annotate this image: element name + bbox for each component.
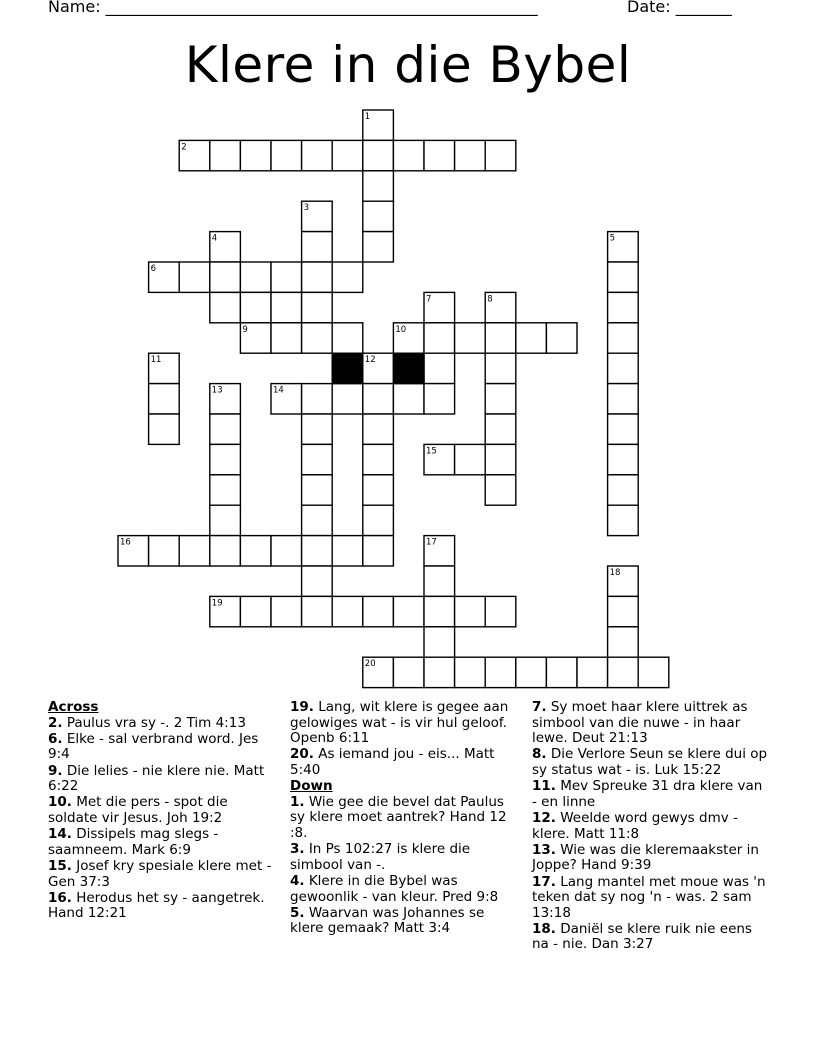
grid-cell[interactable]: [332, 140, 363, 170]
grid-cell[interactable]: [608, 505, 639, 535]
clue-number: 12: [364, 355, 376, 366]
clue-number: 6: [150, 264, 157, 274]
clue-item-number: 19.: [290, 699, 314, 715]
grid-cell[interactable]: [271, 292, 302, 322]
clue-item-text: Wie gee die bevel dat Paulus sy klere moet aantrek? Hand 12 :8.: [290, 793, 507, 841]
grid-cell[interactable]: [363, 140, 394, 170]
grid-cell[interactable]: [210, 292, 241, 322]
grid-cell[interactable]: [332, 323, 363, 353]
grid-cell[interactable]: [332, 262, 363, 292]
clue-item-text: Sy moet haar klere uittrek as simbool van die nuwe - in haar lewe. Deut 21:13: [532, 699, 748, 747]
grid-cell[interactable]: [485, 353, 516, 383]
grid-cell[interactable]: [485, 596, 516, 626]
grid-cell-black: [332, 353, 363, 383]
clue-item-text: Dissipels mag slegs - saamneem. Mark 6:9: [48, 826, 219, 858]
grid-cell[interactable]: [363, 232, 394, 262]
page-title: Klere in die Bybel: [184, 36, 632, 94]
grid-cell[interactable]: [302, 414, 333, 444]
clue-item-text: In Ps 102:27 is klere die simbool van -.: [290, 841, 471, 873]
clue-number: 16: [120, 537, 131, 548]
clue-item-text: Lang mantel met moue was 'n teken dat sy nog 'n - was. 2 sam 13:18: [532, 873, 766, 921]
grid-cell[interactable]: [179, 262, 210, 292]
clue-item-text: Lang, wit klere is gegee aan gelowiges wat - is vir hul geloof. Openb 6:11: [290, 699, 509, 747]
grid-cell[interactable]: [363, 384, 394, 414]
grid-cell[interactable]: [485, 323, 516, 353]
grid-cell[interactable]: [393, 657, 424, 687]
grid-cell[interactable]: [363, 444, 394, 474]
clue-item-number: 4.: [290, 872, 305, 889]
grid-cell[interactable]: [424, 627, 455, 657]
grid-cell[interactable]: [149, 414, 180, 444]
clue-number: 4: [211, 233, 218, 244]
clue-number: 19: [211, 598, 223, 609]
clue-item: [532, 747, 768, 778]
grid-cell[interactable]: [455, 323, 486, 353]
clue-number: 13: [211, 385, 223, 396]
section-heading-across: Across: [48, 699, 99, 715]
grid-cell[interactable]: [271, 596, 302, 626]
clues-column-2: [290, 700, 522, 937]
grid-cell[interactable]: [302, 384, 333, 414]
grid-cell[interactable]: [302, 566, 333, 596]
clue-item: [532, 779, 768, 810]
grid-cell[interactable]: [608, 353, 639, 383]
clue-item-number: 8.: [532, 746, 547, 763]
grid-cell[interactable]: [608, 657, 639, 687]
grid-cell[interactable]: [424, 353, 455, 383]
grid-cell[interactable]: [485, 140, 516, 170]
clue-item: [290, 795, 522, 842]
clue-number: 7: [426, 294, 432, 305]
clue-item-text: Die Verlore Seun se klere dui op sy status wat - is. Luk 15:22: [532, 746, 768, 778]
grid-cell[interactable]: [455, 140, 486, 170]
clue-item: [290, 747, 522, 778]
grid-cell[interactable]: [302, 323, 333, 353]
clue-item-text: Daniël se klere ruik nie eens na - nie. Dan 3:27: [532, 920, 752, 953]
grid-cell[interactable]: [302, 536, 333, 566]
clue-item: [48, 795, 280, 826]
grid-cell[interactable]: [608, 475, 639, 505]
grid-cell[interactable]: [240, 536, 271, 566]
grid-cell[interactable]: [302, 232, 333, 262]
clue-item-text: Waarvan was Johannes se klere gemaak? Matt 3:4: [290, 904, 485, 937]
clue-number: 18: [609, 568, 621, 578]
grid-cell[interactable]: [393, 140, 424, 170]
grid-cell[interactable]: [179, 536, 210, 566]
clue-item-text: Die lelies - nie klere nie. Matt 6:22: [48, 762, 265, 795]
clue-item-number: 20.: [290, 746, 314, 763]
clue-item: [48, 859, 280, 890]
clue-item: [48, 827, 280, 858]
clue-item: [290, 842, 522, 873]
clue-item-number: 11.: [532, 778, 556, 795]
grid-cell[interactable]: [424, 323, 455, 353]
grid-cell[interactable]: [608, 384, 639, 414]
clue-item-text: Wie was die kleremaakster in Joppe? Hand 9:39: [532, 841, 759, 874]
grid-cell[interactable]: [240, 140, 271, 170]
clue-item-number: 18.: [532, 920, 556, 937]
grid-cell[interactable]: [485, 657, 516, 687]
grid-cell[interactable]: [608, 262, 639, 292]
date-label: Date: _______: [627, 0, 732, 16]
clue-item: [532, 811, 768, 842]
clues-column-3: [532, 700, 768, 954]
grid-cell[interactable]: [393, 596, 424, 626]
clue-item-number: 2.: [48, 714, 63, 731]
grid-cell[interactable]: [210, 414, 241, 444]
clue-item-number: 16.: [48, 889, 72, 906]
grid-cell[interactable]: [363, 171, 394, 201]
grid-cell[interactable]: [577, 657, 608, 687]
clue-item-text: Josef kry spesiale klere met - Gen 37:3: [48, 857, 272, 890]
clue-number: 3: [303, 203, 310, 214]
grid-cell[interactable]: [240, 292, 271, 322]
clue-item: [532, 843, 768, 874]
grid-cell[interactable]: [363, 475, 394, 505]
grid-cell[interactable]: [455, 596, 486, 626]
clue-item-number: 5.: [290, 904, 305, 921]
grid-cell[interactable]: [271, 323, 302, 353]
grid-cell[interactable]: [302, 596, 333, 626]
grid-cell[interactable]: [363, 414, 394, 444]
grid-cell[interactable]: [210, 536, 241, 566]
grid-cell[interactable]: [424, 566, 455, 596]
grid-cell[interactable]: [332, 596, 363, 626]
grid-cell[interactable]: [149, 536, 180, 566]
grid-cell[interactable]: [608, 596, 639, 626]
clue-item: [532, 700, 768, 747]
clue-item-number: 14.: [48, 826, 72, 843]
grid-cell[interactable]: [363, 201, 394, 231]
grid-cell[interactable]: [210, 444, 241, 474]
clues-column-1: [48, 700, 280, 922]
clue-item-number: 17.: [532, 873, 556, 890]
clue-item-number: 13.: [532, 841, 556, 858]
grid-cell[interactable]: [210, 475, 241, 505]
clue-item: [48, 891, 280, 922]
grid-cell[interactable]: [210, 505, 241, 535]
grid-cell[interactable]: [424, 657, 455, 687]
grid-cell[interactable]: [210, 262, 241, 292]
clue-item: [290, 906, 522, 937]
section-heading-down: Down: [290, 778, 333, 795]
grid-cell[interactable]: [302, 505, 333, 535]
grid-cell[interactable]: [363, 596, 394, 626]
grid-cell[interactable]: [424, 384, 455, 414]
grid-cell[interactable]: [485, 384, 516, 414]
clue-item-text: Mev Spreuke 31 dra klere van - en linne: [532, 778, 763, 810]
grid-cell[interactable]: [608, 444, 639, 474]
grid-cell[interactable]: [485, 444, 516, 474]
grid-cell[interactable]: [608, 414, 639, 444]
grid-cell[interactable]: [608, 292, 639, 322]
clue-item-text: Met die pers - spot die soldate vir Jesus. Joh 19:2: [48, 794, 228, 826]
grid-cell[interactable]: [424, 140, 455, 170]
grid-cell[interactable]: [332, 536, 363, 566]
grid-cell[interactable]: [302, 292, 333, 322]
grid-cell[interactable]: [608, 323, 639, 353]
clue-item-number: 3.: [290, 841, 305, 858]
clue-item-number: 7.: [532, 699, 547, 715]
clue-number: 8: [487, 294, 493, 305]
grid-cell[interactable]: [455, 657, 486, 687]
name-label: Name: ______________________________________________________: [48, 0, 538, 16]
grid-cell[interactable]: [149, 384, 180, 414]
grid-cell[interactable]: [271, 262, 302, 292]
grid-cell[interactable]: [546, 323, 577, 353]
grid-cell[interactable]: [424, 596, 455, 626]
grid-cell-black: [393, 353, 424, 383]
clue-item: [290, 874, 522, 905]
grid-cell[interactable]: [240, 262, 271, 292]
clue-item-text: Elke - sal verbrand word. Jes 9:4: [48, 730, 259, 763]
clue-number: 14: [273, 385, 284, 396]
grid-cell[interactable]: [332, 384, 363, 414]
grid-cell[interactable]: [638, 657, 669, 687]
grid-cell[interactable]: [302, 444, 333, 474]
clue-number: 5: [609, 233, 616, 244]
grid-cell[interactable]: [546, 657, 577, 687]
clue-item: [48, 732, 280, 763]
clue-item-text: Paulus vra sy -. 2 Tim 4:13: [62, 714, 246, 731]
grid-cell[interactable]: [271, 536, 302, 566]
clue-number: 2: [181, 142, 187, 153]
clue-number: 20: [364, 659, 376, 670]
grid-cell[interactable]: [455, 444, 486, 474]
clue-item-number: 6.: [48, 730, 63, 747]
clue-item-number: 1.: [290, 793, 305, 810]
grid-cell[interactable]: [608, 627, 639, 657]
grid-cell[interactable]: [302, 262, 333, 292]
clue-item: [48, 764, 280, 795]
clue-item-text: As iemand jou - eis... Matt 5:40: [290, 746, 495, 778]
grid-cell[interactable]: [485, 414, 516, 444]
grid-cell[interactable]: [271, 140, 302, 170]
clue-number: 10: [395, 324, 407, 335]
grid-cell[interactable]: [516, 323, 547, 353]
grid-cell[interactable]: [393, 384, 424, 414]
clue-number: 9: [242, 324, 248, 335]
clue-number: 15: [426, 446, 437, 457]
clue-item-number: 9.: [48, 762, 63, 779]
grid-cell[interactable]: [302, 140, 333, 170]
clue-item: [48, 716, 280, 732]
clue-number: 17: [426, 537, 437, 548]
clue-item-number: 15.: [48, 857, 72, 874]
clue-number: 1: [364, 112, 371, 122]
grid-cell[interactable]: [485, 475, 516, 505]
clue-number: 11: [150, 355, 162, 366]
clue-item-number: 12.: [532, 809, 556, 826]
clue-item: [532, 922, 768, 953]
grid-cell[interactable]: [210, 140, 241, 170]
clue-item-text: Weelde word gewys dmv - klere. Matt 11:8: [532, 809, 738, 842]
grid-cell[interactable]: [302, 475, 333, 505]
grid-cell[interactable]: [516, 657, 547, 687]
grid-cell[interactable]: [363, 505, 394, 535]
clue-item: [532, 875, 768, 922]
clue-item: [290, 700, 522, 747]
grid-cell[interactable]: [363, 536, 394, 566]
grid-cell[interactable]: [240, 596, 271, 626]
clue-item-text: Klere in die Bybel was gewoonlik - van kleur. Pred 9:8: [290, 872, 499, 905]
clue-item-number: 10.: [48, 794, 72, 811]
clue-item-text: Herodus het sy - aangetrek. Hand 12:21: [48, 889, 265, 922]
